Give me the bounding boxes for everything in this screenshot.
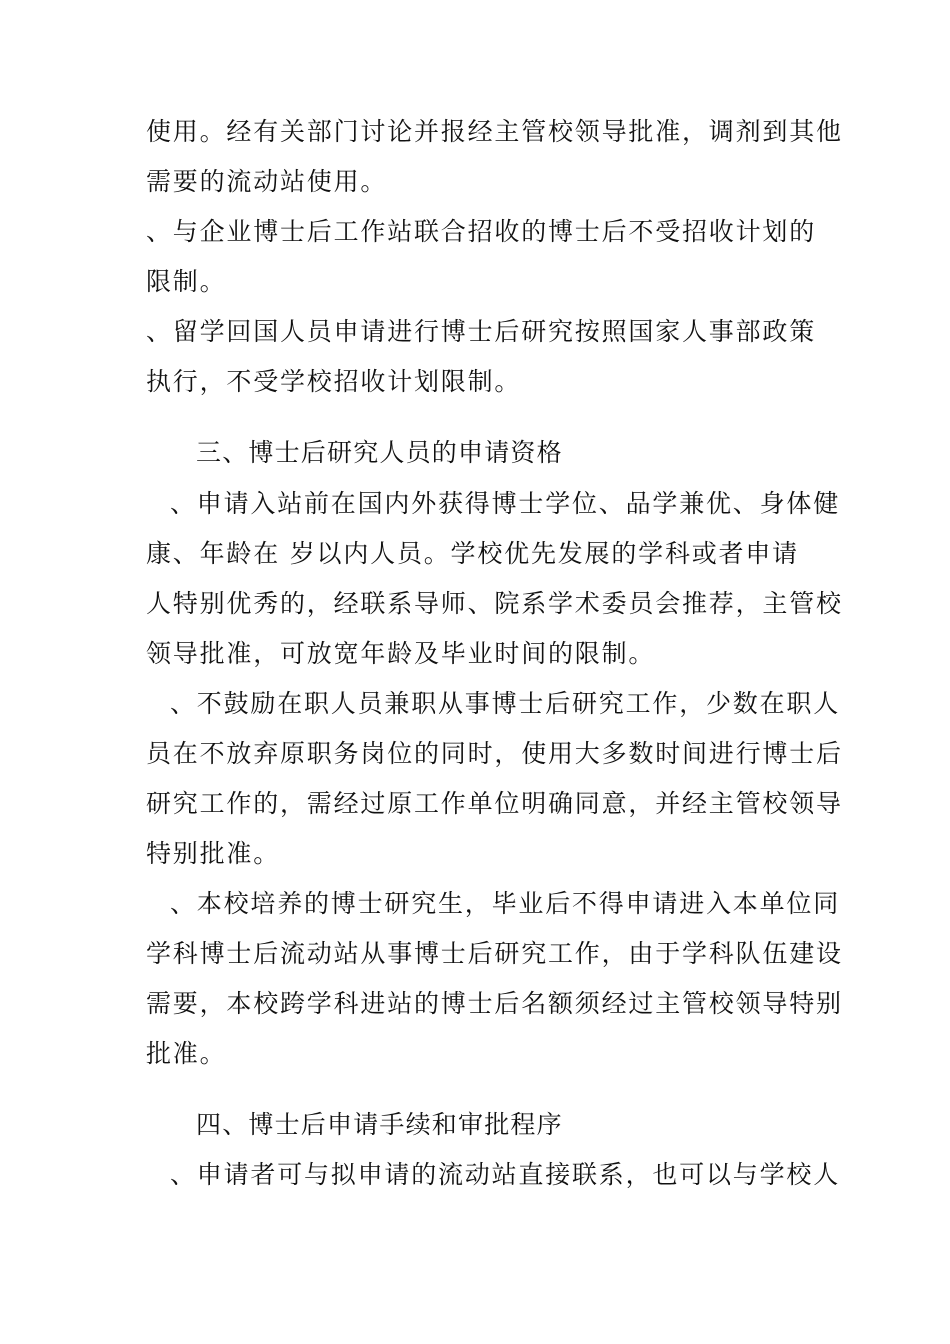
paragraph-line: 学科博士后流动站从事博士后研究工作，由于学科队伍建设 <box>146 939 843 968</box>
paragraph-line: 、留学回国人员申请进行博士后研究按照国家人事部政策 <box>146 317 817 346</box>
paragraph-line: 领导批准，可放宽年龄及毕业时间的限制。 <box>146 639 656 668</box>
paragraph-line: 批准。 <box>146 1039 227 1068</box>
paragraph-line: 、申请者可与拟申请的流动站直接联系，也可以与学校人 <box>170 1160 841 1189</box>
paragraph-line: 、申请入站前在国内外获得博士学位、品学兼优、身体健 <box>170 489 841 518</box>
paragraph-line: 、与企业博士后工作站联合招收的博士后不受招收计划的 <box>146 217 817 246</box>
paragraph-line: 特别批准。 <box>146 839 281 868</box>
paragraph-line: 人特别优秀的，经联系导师、院系学术委员会推荐，主管校 <box>146 589 843 618</box>
section-heading: 四、博士后申请手续和审批程序 <box>196 1110 563 1139</box>
section-heading: 三、博士后研究人员的申请资格 <box>196 438 563 467</box>
paragraph-line: 需要，本校跨学科进站的博士后名额须经过主管校领导特别 <box>146 989 843 1018</box>
paragraph-line: 执行，不受学校招收计划限制。 <box>146 367 522 396</box>
paragraph-line: 、不鼓励在职人员兼职从事博士后研究工作，少数在职人 <box>170 689 841 718</box>
paragraph-line: 、本校培养的博士研究生，毕业后不得申请进入本单位同 <box>170 889 841 918</box>
paragraph-line: 员在不放弃原职务岗位的同时，使用大多数时间进行博士后 <box>146 739 843 768</box>
paragraph-line: 需要的流动站使用。 <box>146 167 388 196</box>
paragraph-line: 使用。经有关部门讨论并报经主管校领导批准，调剂到其他 <box>146 117 843 146</box>
paragraph-line: 限制。 <box>146 267 227 296</box>
paragraph-line: 研究工作的，需经过原工作单位明确同意，并经主管校领导 <box>146 789 843 818</box>
paragraph-line: 康、年龄在 岁以内人员。学校优先发展的学科或者申请 <box>146 539 799 568</box>
